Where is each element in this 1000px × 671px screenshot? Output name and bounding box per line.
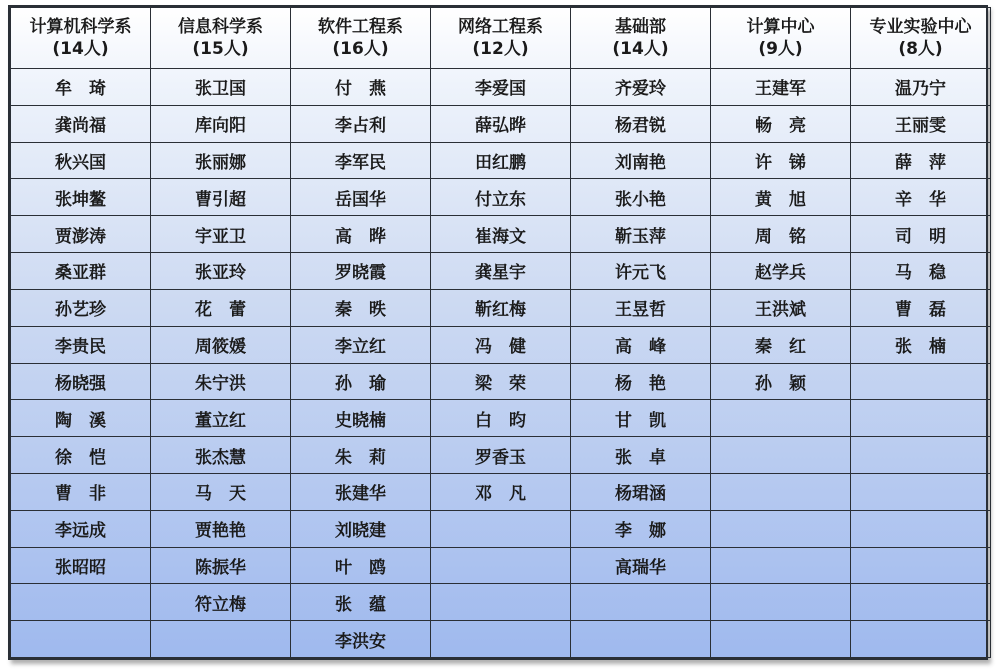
table-cell — [711, 510, 851, 547]
department-headcount: (15人) — [192, 39, 249, 59]
table-cell — [151, 253, 291, 290]
staff-name: 秋兴国 — [55, 153, 106, 174]
column-header — [571, 8, 711, 69]
table-cell — [851, 289, 991, 326]
department-headcount: (8人) — [898, 39, 943, 59]
staff-name: 龚星宇 — [475, 263, 526, 284]
table-cell — [291, 437, 431, 474]
table-cell — [151, 289, 291, 326]
staff-name: 张亚玲 — [195, 263, 246, 284]
table-cell — [291, 584, 431, 621]
column-header — [711, 8, 851, 69]
staff-name: 宇亚卫 — [195, 226, 246, 247]
staff-name: 高 晔 — [335, 226, 386, 247]
staff-name: 孙艺珍 — [55, 300, 106, 321]
table-cell — [431, 179, 571, 216]
column-header — [851, 8, 991, 69]
staff-name: 司 明 — [895, 226, 946, 247]
staff-name: 秦 昳 — [335, 300, 386, 321]
table-cell — [431, 69, 571, 106]
table-cell — [571, 105, 711, 142]
department-name: 计算机科学系 — [29, 17, 132, 37]
table-row — [11, 473, 991, 510]
table-cell — [711, 326, 851, 363]
department-name: 网络工程系 — [458, 17, 543, 37]
table-cell — [711, 253, 851, 290]
table-cell — [151, 473, 291, 510]
staff-name: 岳国华 — [335, 189, 386, 210]
staff-name: 周 铭 — [755, 226, 806, 247]
table-cell — [11, 326, 151, 363]
table-row — [11, 216, 991, 253]
table-cell — [11, 547, 151, 584]
table-cell — [711, 142, 851, 179]
staff-name: 张卫国 — [195, 79, 246, 100]
table-cell — [11, 142, 151, 179]
staff-name: 付 燕 — [335, 79, 386, 100]
department-name: 专业实验中心 — [869, 17, 972, 37]
staff-name: 刘南艳 — [615, 153, 666, 174]
staff-name: 田红鹏 — [475, 153, 526, 174]
table-row — [11, 621, 991, 658]
table-cell — [711, 69, 851, 106]
table-cell — [851, 142, 991, 179]
table-cell — [851, 326, 991, 363]
staff-name: 李贵民 — [55, 337, 106, 358]
table-cell — [571, 69, 711, 106]
table-row — [11, 437, 991, 474]
table-cell — [851, 253, 991, 290]
staff-name: 马 天 — [195, 484, 246, 505]
staff-name: 畅 亮 — [755, 116, 806, 137]
table-cell — [11, 69, 151, 106]
table-cell — [151, 105, 291, 142]
table-cell — [851, 105, 991, 142]
table-cell — [431, 473, 571, 510]
table-cell — [711, 621, 851, 658]
staff-name: 张坤鳌 — [55, 189, 106, 210]
table-cell — [711, 216, 851, 253]
staff-name: 薛弘晔 — [475, 116, 526, 137]
table-cell — [571, 326, 711, 363]
staff-name: 张 卓 — [615, 447, 666, 468]
table-cell — [431, 216, 571, 253]
staff-name: 贾艳艳 — [195, 521, 246, 542]
staff-name: 许 锑 — [755, 153, 806, 174]
staff-name: 高 峰 — [615, 337, 666, 358]
table-cell — [851, 69, 991, 106]
table-cell — [431, 253, 571, 290]
staff-name: 罗晓霞 — [335, 263, 386, 284]
staff-name: 靳红梅 — [475, 300, 526, 321]
staff-name: 史晓楠 — [335, 410, 386, 431]
table-body — [11, 69, 991, 658]
staff-name: 张昭昭 — [55, 557, 106, 578]
table-cell — [151, 584, 291, 621]
table-cell — [291, 621, 431, 658]
table-cell — [151, 621, 291, 658]
staff-name: 牟 琦 — [55, 79, 106, 100]
staff-name: 朱宁洪 — [195, 373, 246, 394]
staff-name: 罗香玉 — [475, 447, 526, 468]
table-cell — [431, 621, 571, 658]
staff-name: 薛 萍 — [895, 153, 946, 174]
staff-name: 杨君锐 — [615, 116, 666, 137]
column-header — [11, 8, 151, 69]
staff-name: 白 昀 — [475, 410, 526, 431]
staff-name: 梁 荣 — [475, 373, 526, 394]
staff-name: 赵学兵 — [755, 263, 806, 284]
table-cell — [291, 216, 431, 253]
staff-name: 黄 旭 — [755, 189, 806, 210]
table-cell — [291, 253, 431, 290]
staff-name: 李洪安 — [335, 631, 386, 652]
table-cell — [851, 437, 991, 474]
staff-name: 徐 恺 — [55, 447, 106, 468]
staff-name: 曹 磊 — [895, 300, 946, 321]
table-cell — [711, 437, 851, 474]
staff-name: 张建华 — [335, 484, 386, 505]
table-cell — [291, 142, 431, 179]
staff-name: 陶 溪 — [55, 410, 106, 431]
table-cell — [11, 437, 151, 474]
table-cell — [571, 547, 711, 584]
table-cell — [291, 510, 431, 547]
table-cell — [431, 363, 571, 400]
staff-name: 高瑞华 — [615, 557, 666, 578]
table-row — [11, 363, 991, 400]
table-row — [11, 142, 991, 179]
staff-name: 付立东 — [475, 189, 526, 210]
department-headcount: (14人) — [52, 39, 109, 59]
department-headcount: (9人) — [758, 39, 803, 59]
table-cell — [571, 142, 711, 179]
department-headcount: (16人) — [332, 39, 389, 59]
table-cell — [571, 510, 711, 547]
department-name: 软件工程系 — [318, 17, 403, 37]
table-cell — [11, 179, 151, 216]
staff-name: 曹引超 — [195, 189, 246, 210]
table-cell — [851, 473, 991, 510]
table-row — [11, 69, 991, 106]
staff-name: 董立红 — [195, 410, 246, 431]
staff-name: 李立红 — [335, 337, 386, 358]
staff-name: 陈振华 — [195, 557, 246, 578]
table-cell — [291, 105, 431, 142]
staff-name: 杨晓强 — [55, 373, 106, 394]
staff-name: 叶 鸥 — [335, 557, 386, 578]
table-cell — [431, 105, 571, 142]
table-cell — [851, 400, 991, 437]
staff-name: 温乃宁 — [895, 79, 946, 100]
staff-name: 甘 凯 — [615, 410, 666, 431]
table-row — [11, 289, 991, 326]
staff-name: 李军民 — [335, 153, 386, 174]
staff-roster-table-frame — [8, 5, 988, 660]
table-cell — [291, 363, 431, 400]
staff-name: 王建军 — [755, 79, 806, 100]
staff-name: 桑亚群 — [55, 263, 106, 284]
table-cell — [851, 547, 991, 584]
table-cell — [431, 547, 571, 584]
table-cell — [711, 584, 851, 621]
staff-name: 秦 红 — [755, 337, 806, 358]
table-cell — [151, 547, 291, 584]
table-cell — [851, 179, 991, 216]
table-cell — [431, 142, 571, 179]
table-cell — [151, 69, 291, 106]
table-cell — [151, 437, 291, 474]
staff-name: 辛 华 — [895, 189, 946, 210]
table-cell — [11, 289, 151, 326]
staff-name: 张小艳 — [615, 189, 666, 210]
staff-name: 曹 非 — [55, 484, 106, 505]
table-cell — [711, 289, 851, 326]
staff-name: 张 楠 — [895, 337, 946, 358]
table-cell — [851, 584, 991, 621]
table-cell — [11, 216, 151, 253]
table-cell — [151, 510, 291, 547]
table-row — [11, 510, 991, 547]
staff-name: 李 娜 — [615, 521, 666, 542]
table-cell — [151, 326, 291, 363]
column-header — [291, 8, 431, 69]
table-cell — [11, 363, 151, 400]
staff-name: 孙 瑜 — [335, 373, 386, 394]
table-cell — [431, 584, 571, 621]
table-cell — [291, 179, 431, 216]
table-cell — [11, 105, 151, 142]
table-cell — [11, 253, 151, 290]
staff-name: 崔海文 — [475, 226, 526, 247]
staff-name: 王洪斌 — [755, 300, 806, 321]
table-cell — [291, 69, 431, 106]
table-cell — [851, 510, 991, 547]
staff-roster-table — [10, 7, 991, 658]
table-cell — [291, 326, 431, 363]
table-cell — [711, 105, 851, 142]
table-cell — [431, 326, 571, 363]
staff-name: 冯 健 — [475, 337, 526, 358]
table-cell — [431, 437, 571, 474]
table-cell — [11, 400, 151, 437]
table-cell — [151, 363, 291, 400]
table-header-row — [11, 8, 991, 69]
table-cell — [11, 473, 151, 510]
table-cell — [571, 400, 711, 437]
column-header — [431, 8, 571, 69]
department-headcount: (12人) — [472, 39, 529, 59]
table-row — [11, 326, 991, 363]
table-cell — [11, 584, 151, 621]
table-row — [11, 105, 991, 142]
table-cell — [711, 179, 851, 216]
staff-name: 周筱媛 — [195, 337, 246, 358]
table-cell — [571, 363, 711, 400]
table-cell — [431, 400, 571, 437]
table-cell — [571, 584, 711, 621]
staff-name: 符立梅 — [195, 594, 246, 615]
table-cell — [851, 621, 991, 658]
table-cell — [151, 142, 291, 179]
table-row — [11, 584, 991, 621]
table-cell — [291, 547, 431, 584]
department-headcount: (14人) — [612, 39, 669, 59]
table-cell — [571, 621, 711, 658]
table-cell — [151, 179, 291, 216]
table-cell — [571, 216, 711, 253]
department-name: 基础部 — [615, 17, 666, 37]
department-name: 计算中心 — [746, 17, 815, 37]
table-cell — [711, 363, 851, 400]
staff-name: 李占利 — [335, 116, 386, 137]
staff-name: 库向阳 — [195, 116, 246, 137]
staff-name: 张丽娜 — [195, 153, 246, 174]
table-cell — [571, 289, 711, 326]
staff-name: 孙 颖 — [755, 373, 806, 394]
table-cell — [11, 621, 151, 658]
table-cell — [431, 510, 571, 547]
table-cell — [851, 216, 991, 253]
table-cell — [571, 437, 711, 474]
staff-name: 朱 莉 — [335, 447, 386, 468]
table-cell — [431, 289, 571, 326]
table-row — [11, 547, 991, 584]
staff-name: 许元飞 — [615, 263, 666, 284]
table-cell — [571, 253, 711, 290]
staff-name: 李远成 — [55, 521, 106, 542]
table-row — [11, 179, 991, 216]
staff-name: 刘晓建 — [335, 521, 386, 542]
table-cell — [11, 510, 151, 547]
staff-name: 杨珺涵 — [615, 484, 666, 505]
table-cell — [851, 363, 991, 400]
table-cell — [291, 289, 431, 326]
staff-name: 张 蕴 — [335, 594, 386, 615]
table-cell — [571, 473, 711, 510]
staff-name: 邓 凡 — [475, 484, 526, 505]
table-cell — [711, 473, 851, 510]
staff-name: 张杰慧 — [195, 447, 246, 468]
staff-name: 齐爱玲 — [615, 79, 666, 100]
staff-name: 龚尚福 — [55, 116, 106, 137]
table-cell — [711, 400, 851, 437]
table-cell — [151, 216, 291, 253]
table-row — [11, 400, 991, 437]
table-row — [11, 253, 991, 290]
staff-name: 贾澎涛 — [55, 226, 106, 247]
staff-name: 王昱哲 — [615, 300, 666, 321]
table-cell — [711, 547, 851, 584]
table-cell — [571, 179, 711, 216]
staff-name: 花 蕾 — [195, 300, 246, 321]
staff-name: 马 稳 — [895, 263, 946, 284]
staff-name: 李爱国 — [475, 79, 526, 100]
table-cell — [291, 400, 431, 437]
staff-name: 杨 艳 — [615, 373, 666, 394]
staff-name: 靳玉萍 — [615, 226, 666, 247]
staff-name: 王丽雯 — [895, 116, 946, 137]
column-header — [151, 8, 291, 69]
table-cell — [291, 473, 431, 510]
department-name: 信息科学系 — [178, 17, 263, 37]
table-cell — [151, 400, 291, 437]
